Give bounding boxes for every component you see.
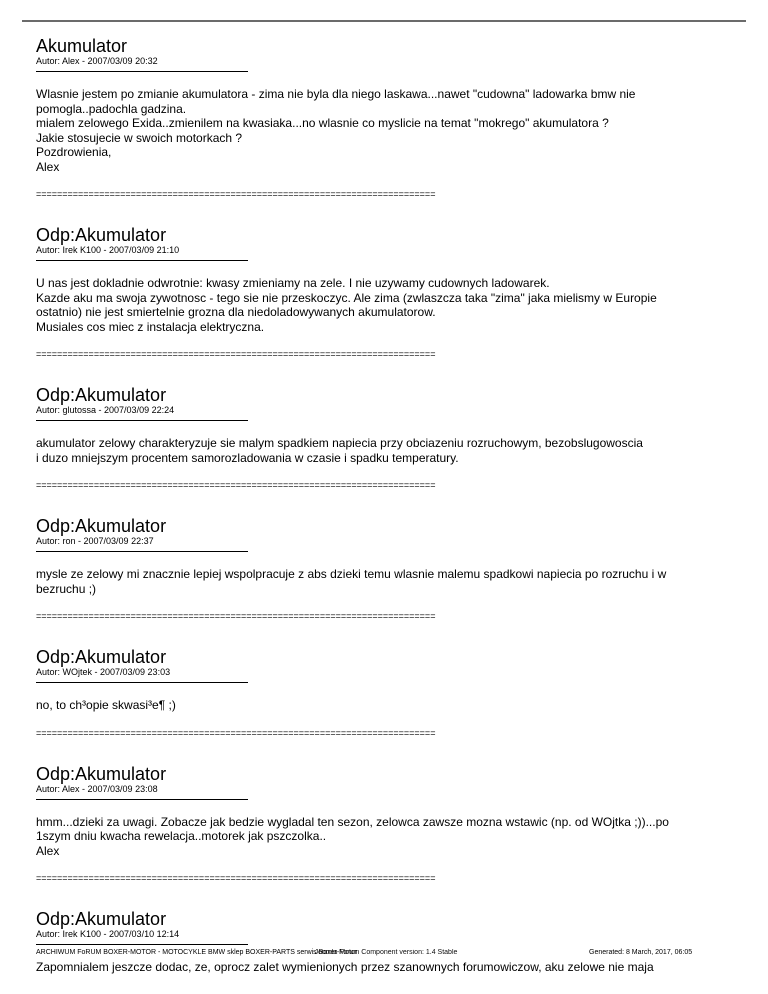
thread-content — [36, 37, 736, 975]
post-body — [36, 815, 736, 859]
post-separator: ============================================================================ — [36, 727, 436, 738]
forum-post — [36, 765, 736, 884]
post-body-line: Alex — [36, 159, 60, 174]
post-body-line: mysle ze zelowy mi znacznie lepiej wspolpracuje z abs dzieki temu wlasnie malemu spadkowi napiecia po rozruchu i w — [36, 567, 667, 581]
post-body-line: i duzo mniejszym procentem samorozladowania w czasie i spadku temperatury. — [36, 450, 459, 465]
page-footer — [36, 947, 736, 959]
post-separator: ============================================================================ — [36, 873, 436, 883]
post-author-date: Autor: Alex - 2007/03/09 23:08 — [36, 783, 158, 794]
post-title: Odp:Akumulator — [36, 763, 167, 784]
footer-component-version: Joomla Forum Component version: 1.4 Stable — [314, 949, 458, 956]
post-body — [36, 567, 736, 596]
post-body — [36, 698, 736, 713]
forum-post — [36, 37, 736, 199]
post-author-date: Autor: Irek K100 - 2007/03/09 21:10 — [36, 245, 180, 255]
meta-divider — [36, 420, 248, 421]
meta-divider — [36, 551, 248, 552]
post-body-line: mialem zelowego Exida..zmienilem na kwasiaka...no wlasnie co myslicie na temat "mokrego" akumulatora ? — [36, 116, 609, 130]
post-body-line: U nas jest dokladnie odwrotnie: kwasy zmieniamy na zele. I nie uzywamy cudownych ladowarek. — [36, 276, 550, 290]
post-title: Odp:Akumulator — [36, 516, 167, 536]
footer-site-name: ARCHIWUM FoRUM BOXER-MOTOR - MOTOCYKLE BMW sklep BOXER-PARTS serwis Boxer-Motor — [36, 949, 358, 956]
post-body-line: hmm...dzieki za uwagi. Zobacze jak bedzie wygladal ten sezon, zelowca zawsze mozna wstawic (np. od WOjtka ;))...po — [36, 814, 669, 829]
post-author-date: Autor: ron - 2007/03/09 22:37 — [36, 536, 154, 546]
post-body-line: Zapomnialem jeszcze dodac, ze, oprocz zalet wymienionych przez szanownych forumowiczow, aku zelowe nie maja — [36, 960, 654, 974]
meta-divider — [36, 71, 248, 72]
post-body-line: Wlasnie jestem po zmianie akumulatora - zima nie byla dla niego laskawa...nawet "cudowna" ladowarka bmw nie — [36, 87, 636, 101]
post-title: Odp:Akumulator — [36, 385, 167, 405]
post-body-line: Kazde aku ma swoja zywotnosc - tego sie nie przeskoczyc. Ale zima (zwlaszcza taka "zima" jaka mielismy w Europie — [36, 290, 657, 305]
post-body-line: Musiales cos miec z instalacja elektryczna. — [36, 319, 265, 334]
top-rule — [22, 20, 746, 22]
post-separator: ============================================================================ — [36, 349, 436, 359]
post-author-date: Autor: Irek K100 - 2007/03/10 12:14 — [36, 929, 180, 939]
meta-divider — [36, 682, 248, 683]
post-body-line: Jakie stosujecie w swoich motorkach ? — [36, 130, 243, 145]
forum-post — [36, 517, 736, 621]
post-body-line: ostatnio) nie jest smiertelnie grozna dla niedoladowywanych akumulatorow. — [36, 305, 436, 319]
meta-divider — [36, 260, 248, 261]
post-body-line: no, to ch³opie skwasi³e¶ ;) — [36, 698, 176, 712]
footer-generated-date: Generated: 8 March, 2017, 06:05 — [589, 949, 693, 956]
post-author-date: Autor: glutossa - 2007/03/09 22:24 — [36, 405, 175, 415]
forum-post — [36, 386, 736, 490]
post-body-line: 1szym dniu kwacha rewelacja..motorek jak pszczolka.. — [36, 829, 327, 843]
post-body-line: akumulator zelowy charakteryzuje sie malym spadkiem napiecia przy obciazeniu rozruchowym, bezobslugowoscia — [36, 436, 643, 450]
post-title: Akumulator — [36, 36, 128, 56]
meta-divider — [36, 944, 248, 945]
post-title: Odp:Akumulator — [36, 909, 167, 929]
post-author-date: Autor: Alex - 2007/03/09 20:32 — [36, 56, 158, 66]
post-title: Odp:Akumulator — [36, 647, 167, 667]
post-body — [36, 436, 736, 465]
post-body — [36, 276, 736, 334]
post-body-line: Pozdrowienia, — [36, 145, 112, 159]
post-separator: ============================================================================ — [36, 611, 436, 621]
post-body — [36, 87, 736, 174]
post-author-date: Autor: WOjtek - 2007/03/09 23:03 — [36, 667, 171, 677]
forum-post — [36, 910, 736, 975]
forum-post — [36, 226, 736, 359]
post-separator: ============================================================================ — [36, 480, 436, 490]
meta-divider — [36, 799, 248, 800]
post-separator: ============================================================================ — [36, 189, 436, 199]
post-title: Odp:Akumulator — [36, 225, 167, 245]
post-body-line: pomogla..padochla gadzina. — [36, 101, 187, 116]
post-body — [36, 960, 736, 975]
post-body-line: bezruchu ;) — [36, 581, 97, 596]
forum-post — [36, 648, 736, 738]
post-body-line: Alex — [36, 843, 60, 858]
